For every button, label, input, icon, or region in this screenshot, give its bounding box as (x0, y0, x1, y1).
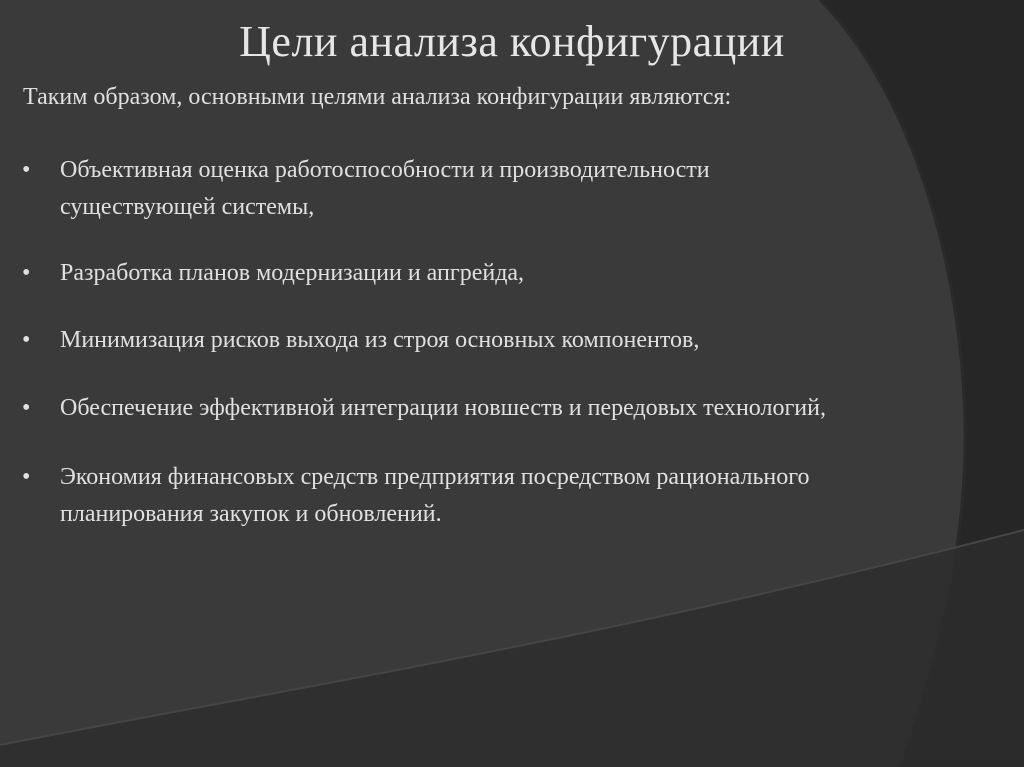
list-item-text (60, 322, 990, 359)
list-item-line: Экономия финансовых средств предприятия посредством рационального (60, 464, 810, 490)
bullet-icon: • (22, 327, 31, 353)
list-item-line: Минимизация рисков выхода из строя основных компонентов, (60, 327, 700, 353)
list-item-text (60, 152, 990, 226)
list-item-line: существующей системы, (60, 194, 315, 220)
list-item-line: Разработка планов модернизации и апгрейда, (60, 260, 525, 286)
intro-text: Таким образом, основными целями анализа конфигурации являются: (23, 84, 732, 110)
list-item-line: Обеспечение эффективной интеграции новшеств и передовых технологий, (60, 395, 826, 421)
slide-title: Цели анализа конфигурации (239, 17, 785, 66)
list-item-text (60, 255, 990, 292)
bullet-icon: • (22, 157, 31, 183)
list-item-line: планирования закупок и обновлений. (60, 501, 442, 527)
bullet-icon: • (22, 464, 31, 490)
list-item-text (60, 390, 990, 427)
bullet-icon: • (22, 395, 31, 421)
list-item-text (60, 459, 990, 533)
list-item-line: Объективная оценка работоспособности и производительности (60, 157, 710, 183)
bullet-icon: • (22, 260, 31, 286)
